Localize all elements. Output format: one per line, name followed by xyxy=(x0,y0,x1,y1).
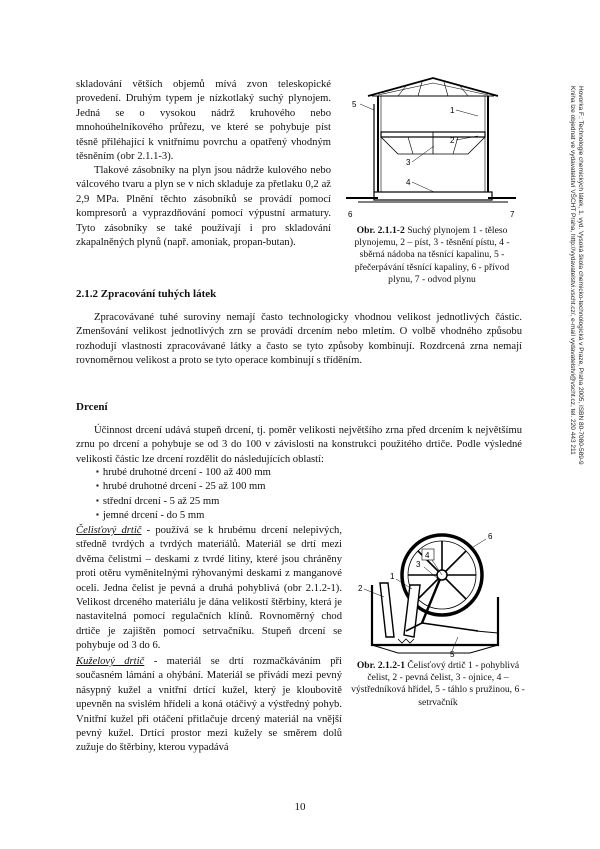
fig2-label-1: 1 xyxy=(390,572,395,581)
drceni-heading: Drcení xyxy=(76,401,108,413)
fig2-title: Obr. 2.1.2-1 xyxy=(356,660,405,671)
para-celistovy xyxy=(76,524,342,654)
bullet-item: ▪ hrubé druhotné drcení - 100 až 400 mm xyxy=(96,466,356,480)
fig1-label-2: 2 xyxy=(450,136,455,145)
para-section: Zpracovávané tuhé suroviny nemají často technologicky vhodnou velikost jednotlivých částic. Zmenšování velikost jednotlivých zrn se provádí drcením nebo mletím. O volbě vhodného způsobu rozhodují vlastnosti zpracovávané látky a často se tyto způsoby kombinují. Rozdrcená zrna nemají rovnoměrnou velikost a proto se tyto operace kombinují s tříděním. xyxy=(76,312,522,367)
bullet-item: ▪ střední drcení - 5 až 25 mm xyxy=(96,495,356,509)
fig1-caption-text: Suchý plynojem 1 - těleso plynojemu, 2 – píst, 3 - těsnění pístu, 4 - sběrná nádoba na těsnící kapalinu, 5 - přečerpávání těsnící kapaliny, 6 - přívod plynu, 7 - odvod plynu xyxy=(354,225,510,285)
page-number: 10 xyxy=(294,801,306,813)
para-top-left: skladování větších objemů mívá zvon teleskopické provedení. Druhým typem je nízkotlaký suchý plynojem. Jedná se o vysokou nádrž kruhového nebo mnohoúhelníkového průřezu, ve které se pohybuje píst těsně přiléhající k vnitřnímu povrchu a opatřený vhodným těsněním (obr 2.1.1-3). xyxy=(76,79,331,163)
fig1-label-7: 7 xyxy=(510,210,515,219)
text-kuzelovy: - materiál se drtí rozmačkáváním při současném lámání a ohýbání. Materiál se přivádí mezi pevný násypný kužel a vnitřní drtící kužel, který je kloubovitě upevněn na svislém hřídeli a koná otáčivý a výstředný pohyb. Vnitřní kužel při otáčení přitlačuje drcený materiál na vnější pevný kužel. Drtící prostor mezi kužely se směrem dolů zužuje do štěrbiny, kterou vypadává xyxy=(76,656,342,754)
fig2-label-6: 6 xyxy=(488,532,493,541)
bullet-list xyxy=(96,466,356,524)
fig1-label-6: 6 xyxy=(348,210,353,219)
side-citation-line1: Hovorka F.: Technologie chemických látek, 1. vyd. Vysoká škola chemicko-technologická v Praze, Praha 2005, ISBN 80-7080-589-9 xyxy=(577,86,584,465)
figure-jaw-crusher xyxy=(358,527,518,657)
figure-dry-gasholder xyxy=(338,74,528,224)
fig2-caption-text: Čelisťový drtič 1 - pohyblivá čelist, 2 - pevná čelist, 3 - ojnice, 4 – výstředníková hřídel, 5 - táhlo s pružinou, 6 - setrvačník xyxy=(351,660,525,708)
fig1-label-1: 1 xyxy=(450,106,455,115)
term-kuzelovy: Kuželový drtič xyxy=(76,656,145,667)
term-celistovy: Čelisťový drtič xyxy=(76,525,142,536)
fig1-title: Obr. 2.1.1-2 xyxy=(356,225,405,236)
para-drceni: Účinnost drcení udává stupeň drcení, tj. poměr velikosti největšího zrna před drcením k největšímu zrnu po drcení a pohybuje se od 3 do 100 v závislosti na konstrukci použitého drtiče. Podle výsledné velikosti částic lze drcení rozdělit do následujících oblastí: xyxy=(76,425,522,465)
fig1-label-4: 4 xyxy=(406,178,411,187)
fig2-label-4: 4 xyxy=(425,551,430,560)
fig2-label-3: 3 xyxy=(416,560,421,569)
bullet-item: ▪ jemné drcení - do 5 mm xyxy=(96,509,356,523)
fig1-label-3: 3 xyxy=(406,158,411,167)
fig2-label-5: 5 xyxy=(450,650,455,657)
section-heading: 2.1.2 Zpracování tuhých látek xyxy=(76,288,217,300)
fig1-label-5: 5 xyxy=(352,100,357,109)
para-kuzelovy-start xyxy=(76,655,342,756)
side-citation xyxy=(568,86,584,766)
side-citation-line2: Kniha lze objednat ve vydavatelství VŠCHT Praha, http://vydavatelstvi.vscht.cz/, e-mail vydavatelstvi@vscht.cz, tel. 220 443 211 xyxy=(569,86,576,455)
fig1-caption xyxy=(342,225,522,286)
bullet-item: ▪ hrubé druhotné drcení - 25 až 100 mm xyxy=(96,480,356,494)
fig2-caption xyxy=(348,660,528,709)
text-celistovy: - používá se k hrubému drcení nelepivých, středně tvrdých a tvrdých materiálů. Materiál se drtí mezi dvěma čelistmi – deskami z tvrdé litiny, které jsou chráněny proti otěru vyměnitelnými rýhovanými deskami z manganové oceli. Jedna čelist je pevná a druhá pohyblivá (obr 2.1.2-1). Velikost drceného materiálu je dána velikostí štěrbiny, která je nastavitelná pomocí regulačních klínů. Rovnoměrný chod drtiče je zajištěn pomocí setrvačníku. Stupeň drcení se pohybuje od 3 do 6. xyxy=(76,525,342,652)
fig2-label-2: 2 xyxy=(358,584,363,593)
para-tlakove: Tlakové zásobníky na plyn jsou nádrže kulového nebo válcového tvaru a plyn se v nich skladuje za přetlaku 0,2 až 2,9 MPa. Plnění těchto zásobníků se provádí pomocí kompresorů a vyprazdňování pomocí výpustní armatury. Tyto zásobníky se také používají i pro skladování zkapalněných plynů (např. amoniak, propan-butan). xyxy=(76,165,331,249)
